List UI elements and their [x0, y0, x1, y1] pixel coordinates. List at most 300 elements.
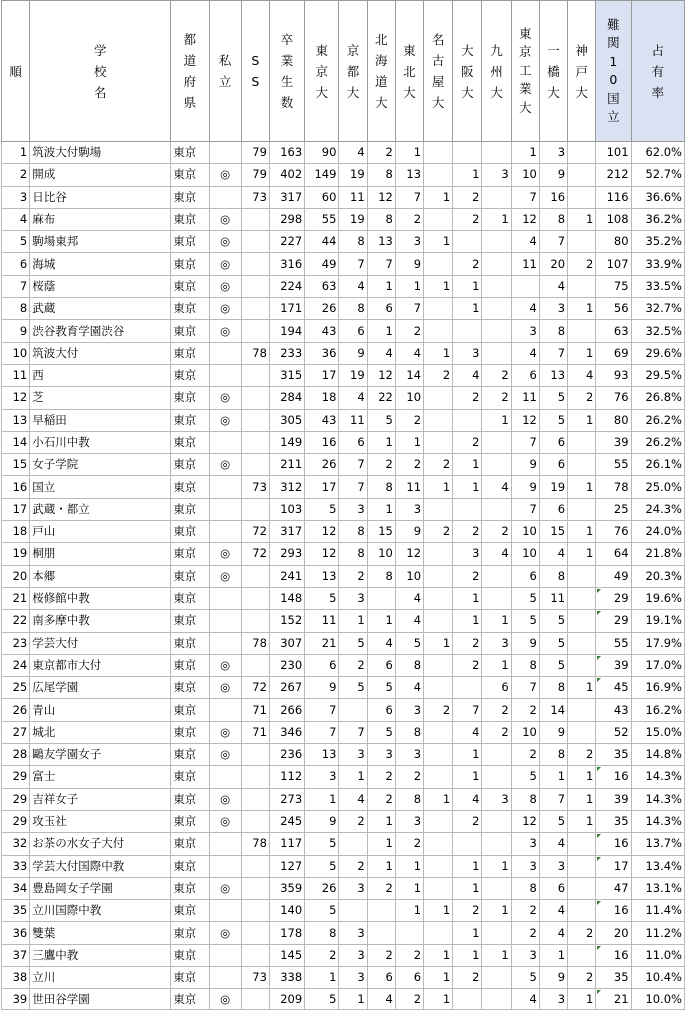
- top10-total-cell[interactable]: 17: [596, 855, 631, 877]
- prefecture-cell[interactable]: 東京: [171, 966, 209, 988]
- graduates-cell[interactable]: 236: [269, 744, 304, 766]
- hitotsubashi-cell[interactable]: 13: [539, 364, 567, 386]
- prefecture-cell[interactable]: 東京: [171, 454, 209, 476]
- kyodai-cell[interactable]: 2: [339, 855, 367, 877]
- graduates-cell[interactable]: 284: [269, 387, 304, 409]
- top10-total-cell[interactable]: 55: [596, 454, 631, 476]
- hokudai-cell[interactable]: 1: [367, 320, 395, 342]
- tohoku-cell[interactable]: 4: [395, 342, 423, 364]
- titech-cell[interactable]: 2: [511, 900, 539, 922]
- kobe-cell[interactable]: 2: [568, 253, 596, 275]
- todai-cell[interactable]: 5: [305, 587, 339, 609]
- private-cell[interactable]: ◎: [209, 454, 241, 476]
- tohoku-cell[interactable]: 8: [395, 654, 423, 676]
- rank-cell[interactable]: 1: [2, 142, 30, 164]
- titech-cell[interactable]: 10: [511, 543, 539, 565]
- titech-cell[interactable]: 5: [511, 610, 539, 632]
- kyodai-cell[interactable]: 1: [339, 610, 367, 632]
- school-name-cell[interactable]: 世田谷学園: [30, 989, 171, 1010]
- private-cell[interactable]: [209, 186, 241, 208]
- kyushu-cell[interactable]: [482, 966, 511, 988]
- share-cell[interactable]: 11.2%: [631, 922, 684, 944]
- top10-total-cell[interactable]: 29: [596, 610, 631, 632]
- kobe-cell[interactable]: [568, 944, 596, 966]
- tohoku-cell[interactable]: 5: [395, 632, 423, 654]
- kyushu-cell[interactable]: 3: [482, 632, 511, 654]
- hitotsubashi-cell[interactable]: 8: [539, 565, 567, 587]
- titech-cell[interactable]: 7: [511, 677, 539, 699]
- private-cell[interactable]: ◎: [209, 877, 241, 899]
- prefecture-cell[interactable]: 東京: [171, 744, 209, 766]
- ss-cell[interactable]: 79: [241, 142, 269, 164]
- kyushu-cell[interactable]: [482, 587, 511, 609]
- kyodai-cell[interactable]: 4: [339, 387, 367, 409]
- kyushu-cell[interactable]: [482, 565, 511, 587]
- share-cell[interactable]: 13.4%: [631, 855, 684, 877]
- kobe-cell[interactable]: [568, 142, 596, 164]
- prefecture-cell[interactable]: 東京: [171, 922, 209, 944]
- ss-cell[interactable]: [241, 654, 269, 676]
- top10-total-cell[interactable]: 20: [596, 922, 631, 944]
- school-name-cell[interactable]: 芝: [30, 387, 171, 409]
- osaka-cell[interactable]: [453, 833, 482, 855]
- top10-total-cell[interactable]: 76: [596, 387, 631, 409]
- nagoya-cell[interactable]: [424, 565, 453, 587]
- kobe-cell[interactable]: 2: [568, 922, 596, 944]
- header-kobe[interactable]: 神戸大: [568, 1, 596, 142]
- share-cell[interactable]: 20.3%: [631, 565, 684, 587]
- rank-cell[interactable]: 23: [2, 632, 30, 654]
- hitotsubashi-cell[interactable]: 5: [539, 654, 567, 676]
- titech-cell[interactable]: 2: [511, 744, 539, 766]
- ss-cell[interactable]: [241, 766, 269, 788]
- school-name-cell[interactable]: 本郷: [30, 565, 171, 587]
- todai-cell[interactable]: 43: [305, 320, 339, 342]
- nagoya-cell[interactable]: [424, 298, 453, 320]
- kobe-cell[interactable]: 4: [568, 364, 596, 386]
- prefecture-cell[interactable]: 東京: [171, 677, 209, 699]
- top10-total-cell[interactable]: 39: [596, 431, 631, 453]
- ss-cell[interactable]: [241, 610, 269, 632]
- osaka-cell[interactable]: 1: [453, 610, 482, 632]
- todai-cell[interactable]: 43: [305, 409, 339, 431]
- graduates-cell[interactable]: 224: [269, 275, 304, 297]
- private-cell[interactable]: ◎: [209, 320, 241, 342]
- tohoku-cell[interactable]: 11: [395, 476, 423, 498]
- tohoku-cell[interactable]: 2: [395, 944, 423, 966]
- graduates-cell[interactable]: 273: [269, 788, 304, 810]
- osaka-cell[interactable]: 2: [453, 900, 482, 922]
- graduates-cell[interactable]: 315: [269, 364, 304, 386]
- prefecture-cell[interactable]: 東京: [171, 900, 209, 922]
- kobe-cell[interactable]: 1: [568, 521, 596, 543]
- nagoya-cell[interactable]: [424, 431, 453, 453]
- todai-cell[interactable]: 90: [305, 142, 339, 164]
- header-hitotsubashi[interactable]: 一橋大: [539, 1, 567, 142]
- private-cell[interactable]: ◎: [209, 810, 241, 832]
- share-cell[interactable]: 17.0%: [631, 654, 684, 676]
- hokudai-cell[interactable]: 1: [367, 275, 395, 297]
- tohoku-cell[interactable]: 14: [395, 364, 423, 386]
- school-name-cell[interactable]: 南多摩中教: [30, 610, 171, 632]
- todai-cell[interactable]: 13: [305, 744, 339, 766]
- share-cell[interactable]: 32.7%: [631, 298, 684, 320]
- header-osaka[interactable]: 大阪大: [453, 1, 482, 142]
- tohoku-cell[interactable]: 2: [395, 320, 423, 342]
- kobe-cell[interactable]: [568, 699, 596, 721]
- hokudai-cell[interactable]: 4: [367, 632, 395, 654]
- ss-cell[interactable]: [241, 989, 269, 1010]
- hitotsubashi-cell[interactable]: 3: [539, 298, 567, 320]
- rank-cell[interactable]: 11: [2, 364, 30, 386]
- osaka-cell[interactable]: 2: [453, 431, 482, 453]
- hitotsubashi-cell[interactable]: 20: [539, 253, 567, 275]
- private-cell[interactable]: ◎: [209, 275, 241, 297]
- nagoya-cell[interactable]: 1: [424, 966, 453, 988]
- titech-cell[interactable]: 2: [511, 699, 539, 721]
- top10-total-cell[interactable]: 29: [596, 587, 631, 609]
- hokudai-cell[interactable]: 6: [367, 699, 395, 721]
- top10-total-cell[interactable]: 43: [596, 699, 631, 721]
- titech-cell[interactable]: 12: [511, 208, 539, 230]
- rank-cell[interactable]: 39: [2, 989, 30, 1010]
- prefecture-cell[interactable]: 東京: [171, 833, 209, 855]
- prefecture-cell[interactable]: 東京: [171, 431, 209, 453]
- share-cell[interactable]: 21.8%: [631, 543, 684, 565]
- prefecture-cell[interactable]: 東京: [171, 186, 209, 208]
- top10-total-cell[interactable]: 93: [596, 364, 631, 386]
- titech-cell[interactable]: 12: [511, 810, 539, 832]
- school-name-cell[interactable]: 攻玉社: [30, 810, 171, 832]
- kyushu-cell[interactable]: [482, 454, 511, 476]
- tohoku-cell[interactable]: 3: [395, 810, 423, 832]
- school-name-cell[interactable]: 富士: [30, 766, 171, 788]
- private-cell[interactable]: [209, 521, 241, 543]
- kobe-cell[interactable]: 1: [568, 788, 596, 810]
- hokudai-cell[interactable]: 5: [367, 677, 395, 699]
- graduates-cell[interactable]: 227: [269, 231, 304, 253]
- kobe-cell[interactable]: [568, 231, 596, 253]
- osaka-cell[interactable]: 2: [453, 810, 482, 832]
- header-todai[interactable]: 東京大: [305, 1, 339, 142]
- titech-cell[interactable]: 10: [511, 721, 539, 743]
- kyodai-cell[interactable]: 5: [339, 632, 367, 654]
- graduates-cell[interactable]: 317: [269, 521, 304, 543]
- prefecture-cell[interactable]: 東京: [171, 855, 209, 877]
- tohoku-cell[interactable]: 2: [395, 833, 423, 855]
- school-name-cell[interactable]: 桐朋: [30, 543, 171, 565]
- kyodai-cell[interactable]: 3: [339, 498, 367, 520]
- osaka-cell[interactable]: 3: [453, 543, 482, 565]
- todai-cell[interactable]: 3: [305, 766, 339, 788]
- prefecture-cell[interactable]: 東京: [171, 387, 209, 409]
- rank-cell[interactable]: 2: [2, 164, 30, 186]
- kobe-cell[interactable]: [568, 877, 596, 899]
- ss-cell[interactable]: 78: [241, 833, 269, 855]
- kobe-cell[interactable]: [568, 275, 596, 297]
- todai-cell[interactable]: 5: [305, 855, 339, 877]
- top10-total-cell[interactable]: 55: [596, 632, 631, 654]
- school-name-cell[interactable]: 吉祥女子: [30, 788, 171, 810]
- rank-cell[interactable]: 37: [2, 944, 30, 966]
- hokudai-cell[interactable]: 2: [367, 877, 395, 899]
- rank-cell[interactable]: 10: [2, 342, 30, 364]
- graduates-cell[interactable]: 312: [269, 476, 304, 498]
- school-name-cell[interactable]: 立川: [30, 966, 171, 988]
- top10-total-cell[interactable]: 80: [596, 231, 631, 253]
- header-share[interactable]: 占有率: [631, 1, 684, 142]
- hitotsubashi-cell[interactable]: 5: [539, 610, 567, 632]
- tohoku-cell[interactable]: 1: [395, 275, 423, 297]
- hitotsubashi-cell[interactable]: 16: [539, 186, 567, 208]
- ss-cell[interactable]: [241, 231, 269, 253]
- hokudai-cell[interactable]: 2: [367, 142, 395, 164]
- nagoya-cell[interactable]: [424, 208, 453, 230]
- kyodai-cell[interactable]: 19: [339, 164, 367, 186]
- kyushu-cell[interactable]: 4: [482, 543, 511, 565]
- rank-cell[interactable]: 28: [2, 744, 30, 766]
- kobe-cell[interactable]: [568, 833, 596, 855]
- kyodai-cell[interactable]: 2: [339, 654, 367, 676]
- top10-total-cell[interactable]: 45: [596, 677, 631, 699]
- share-cell[interactable]: 11.0%: [631, 944, 684, 966]
- graduates-cell[interactable]: 148: [269, 587, 304, 609]
- kyushu-cell[interactable]: [482, 989, 511, 1010]
- rank-cell[interactable]: 20: [2, 565, 30, 587]
- top10-total-cell[interactable]: 75: [596, 275, 631, 297]
- ss-cell[interactable]: 73: [241, 476, 269, 498]
- share-cell[interactable]: 26.2%: [631, 409, 684, 431]
- kobe-cell[interactable]: [568, 587, 596, 609]
- kobe-cell[interactable]: 2: [568, 387, 596, 409]
- titech-cell[interactable]: 4: [511, 298, 539, 320]
- prefecture-cell[interactable]: 東京: [171, 810, 209, 832]
- hitotsubashi-cell[interactable]: 6: [539, 431, 567, 453]
- kyodai-cell[interactable]: 11: [339, 409, 367, 431]
- kyodai-cell[interactable]: 1: [339, 766, 367, 788]
- ss-cell[interactable]: [241, 208, 269, 230]
- kobe-cell[interactable]: 1: [568, 476, 596, 498]
- todai-cell[interactable]: 63: [305, 275, 339, 297]
- top10-total-cell[interactable]: 35: [596, 966, 631, 988]
- kyodai-cell[interactable]: 19: [339, 208, 367, 230]
- graduates-cell[interactable]: 267: [269, 677, 304, 699]
- kyushu-cell[interactable]: [482, 142, 511, 164]
- osaka-cell[interactable]: 4: [453, 721, 482, 743]
- private-cell[interactable]: [209, 900, 241, 922]
- titech-cell[interactable]: 9: [511, 632, 539, 654]
- rank-cell[interactable]: 25: [2, 677, 30, 699]
- graduates-cell[interactable]: 117: [269, 833, 304, 855]
- titech-cell[interactable]: 8: [511, 877, 539, 899]
- graduates-cell[interactable]: 298: [269, 208, 304, 230]
- nagoya-cell[interactable]: 2: [424, 454, 453, 476]
- top10-total-cell[interactable]: 63: [596, 320, 631, 342]
- prefecture-cell[interactable]: 東京: [171, 253, 209, 275]
- titech-cell[interactable]: 3: [511, 320, 539, 342]
- share-cell[interactable]: 13.7%: [631, 833, 684, 855]
- hokudai-cell[interactable]: [367, 922, 395, 944]
- graduates-cell[interactable]: 338: [269, 966, 304, 988]
- tohoku-cell[interactable]: 9: [395, 253, 423, 275]
- todai-cell[interactable]: 9: [305, 677, 339, 699]
- titech-cell[interactable]: 2: [511, 922, 539, 944]
- share-cell[interactable]: 16.9%: [631, 677, 684, 699]
- tohoku-cell[interactable]: 7: [395, 186, 423, 208]
- header-titech[interactable]: 東京工業大: [511, 1, 539, 142]
- kyodai-cell[interactable]: 4: [339, 142, 367, 164]
- rank-cell[interactable]: 8: [2, 298, 30, 320]
- hitotsubashi-cell[interactable]: 8: [539, 677, 567, 699]
- ss-cell[interactable]: 71: [241, 699, 269, 721]
- tohoku-cell[interactable]: [395, 922, 423, 944]
- ss-cell[interactable]: [241, 364, 269, 386]
- osaka-cell[interactable]: 1: [453, 766, 482, 788]
- todai-cell[interactable]: 26: [305, 454, 339, 476]
- nagoya-cell[interactable]: [424, 387, 453, 409]
- tohoku-cell[interactable]: 3: [395, 231, 423, 253]
- todai-cell[interactable]: 16: [305, 431, 339, 453]
- graduates-cell[interactable]: 317: [269, 186, 304, 208]
- kyodai-cell[interactable]: 7: [339, 253, 367, 275]
- kyushu-cell[interactable]: [482, 320, 511, 342]
- kobe-cell[interactable]: 1: [568, 543, 596, 565]
- graduates-cell[interactable]: 346: [269, 721, 304, 743]
- graduates-cell[interactable]: 209: [269, 989, 304, 1010]
- top10-total-cell[interactable]: 25: [596, 498, 631, 520]
- private-cell[interactable]: ◎: [209, 721, 241, 743]
- school-name-cell[interactable]: 鷗友学園女子: [30, 744, 171, 766]
- tohoku-cell[interactable]: 3: [395, 744, 423, 766]
- school-name-cell[interactable]: 豊島岡女子学園: [30, 877, 171, 899]
- osaka-cell[interactable]: 4: [453, 364, 482, 386]
- todai-cell[interactable]: 26: [305, 877, 339, 899]
- kyodai-cell[interactable]: 6: [339, 431, 367, 453]
- titech-cell[interactable]: 7: [511, 431, 539, 453]
- kobe-cell[interactable]: [568, 565, 596, 587]
- todai-cell[interactable]: 8: [305, 922, 339, 944]
- school-name-cell[interactable]: 渋谷教育学園渋谷: [30, 320, 171, 342]
- private-cell[interactable]: [209, 766, 241, 788]
- kyushu-cell[interactable]: [482, 744, 511, 766]
- osaka-cell[interactable]: 2: [453, 521, 482, 543]
- kobe-cell[interactable]: 1: [568, 342, 596, 364]
- hokudai-cell[interactable]: 7: [367, 253, 395, 275]
- share-cell[interactable]: 26.1%: [631, 454, 684, 476]
- nagoya-cell[interactable]: [424, 543, 453, 565]
- nagoya-cell[interactable]: [424, 253, 453, 275]
- rank-cell[interactable]: 29: [2, 810, 30, 832]
- rank-cell[interactable]: 32: [2, 833, 30, 855]
- rank-cell[interactable]: 16: [2, 476, 30, 498]
- private-cell[interactable]: ◎: [209, 231, 241, 253]
- share-cell[interactable]: 52.7%: [631, 164, 684, 186]
- header-nagoya[interactable]: 名古屋大: [424, 1, 453, 142]
- osaka-cell[interactable]: 4: [453, 788, 482, 810]
- private-cell[interactable]: [209, 364, 241, 386]
- kyushu-cell[interactable]: 1: [482, 900, 511, 922]
- kyushu-cell[interactable]: 6: [482, 677, 511, 699]
- school-name-cell[interactable]: 三鷹中教: [30, 944, 171, 966]
- nagoya-cell[interactable]: 1: [424, 342, 453, 364]
- titech-cell[interactable]: 11: [511, 387, 539, 409]
- ss-cell[interactable]: [241, 275, 269, 297]
- osaka-cell[interactable]: [453, 989, 482, 1010]
- ss-cell[interactable]: 79: [241, 164, 269, 186]
- hokudai-cell[interactable]: 2: [367, 766, 395, 788]
- tohoku-cell[interactable]: 4: [395, 587, 423, 609]
- prefecture-cell[interactable]: 東京: [171, 342, 209, 364]
- hokudai-cell[interactable]: 13: [367, 231, 395, 253]
- ss-cell[interactable]: 78: [241, 632, 269, 654]
- ss-cell[interactable]: [241, 587, 269, 609]
- tohoku-cell[interactable]: 13: [395, 164, 423, 186]
- share-cell[interactable]: 26.8%: [631, 387, 684, 409]
- top10-total-cell[interactable]: 64: [596, 543, 631, 565]
- nagoya-cell[interactable]: 1: [424, 231, 453, 253]
- kyushu-cell[interactable]: 3: [482, 788, 511, 810]
- todai-cell[interactable]: 6: [305, 654, 339, 676]
- tohoku-cell[interactable]: 4: [395, 610, 423, 632]
- rank-cell[interactable]: 13: [2, 409, 30, 431]
- hokudai-cell[interactable]: 2: [367, 944, 395, 966]
- prefecture-cell[interactable]: 東京: [171, 565, 209, 587]
- ss-cell[interactable]: 73: [241, 186, 269, 208]
- private-cell[interactable]: [209, 632, 241, 654]
- tohoku-cell[interactable]: 2: [395, 766, 423, 788]
- graduates-cell[interactable]: 241: [269, 565, 304, 587]
- private-cell[interactable]: [209, 944, 241, 966]
- share-cell[interactable]: 62.0%: [631, 142, 684, 164]
- kyushu-cell[interactable]: [482, 186, 511, 208]
- rank-cell[interactable]: 26: [2, 699, 30, 721]
- kobe-cell[interactable]: [568, 654, 596, 676]
- top10-total-cell[interactable]: 39: [596, 788, 631, 810]
- kyushu-cell[interactable]: 1: [482, 610, 511, 632]
- kyushu-cell[interactable]: 2: [482, 721, 511, 743]
- hitotsubashi-cell[interactable]: 6: [539, 877, 567, 899]
- prefecture-cell[interactable]: 東京: [171, 320, 209, 342]
- share-cell[interactable]: 10.4%: [631, 966, 684, 988]
- school-name-cell[interactable]: 桜修館中教: [30, 587, 171, 609]
- header-graduates[interactable]: 卒業生数: [269, 1, 304, 142]
- share-cell[interactable]: 35.2%: [631, 231, 684, 253]
- share-cell[interactable]: 24.0%: [631, 521, 684, 543]
- osaka-cell[interactable]: 2: [453, 632, 482, 654]
- header-ss[interactable]: SS: [241, 1, 269, 142]
- ss-cell[interactable]: [241, 431, 269, 453]
- tohoku-cell[interactable]: 1: [395, 142, 423, 164]
- top10-total-cell[interactable]: 16: [596, 833, 631, 855]
- share-cell[interactable]: 19.6%: [631, 587, 684, 609]
- kyushu-cell[interactable]: [482, 766, 511, 788]
- todai-cell[interactable]: 26: [305, 298, 339, 320]
- osaka-cell[interactable]: 7: [453, 699, 482, 721]
- header-school-name[interactable]: 学校名: [30, 1, 171, 142]
- hokudai-cell[interactable]: [367, 587, 395, 609]
- osaka-cell[interactable]: 1: [453, 476, 482, 498]
- titech-cell[interactable]: 10: [511, 521, 539, 543]
- hitotsubashi-cell[interactable]: 6: [539, 498, 567, 520]
- kyushu-cell[interactable]: [482, 922, 511, 944]
- nagoya-cell[interactable]: 1: [424, 476, 453, 498]
- top10-total-cell[interactable]: 80: [596, 409, 631, 431]
- hokudai-cell[interactable]: 8: [367, 208, 395, 230]
- hokudai-cell[interactable]: 4: [367, 989, 395, 1010]
- titech-cell[interactable]: [511, 275, 539, 297]
- osaka-cell[interactable]: [453, 409, 482, 431]
- kyodai-cell[interactable]: 2: [339, 565, 367, 587]
